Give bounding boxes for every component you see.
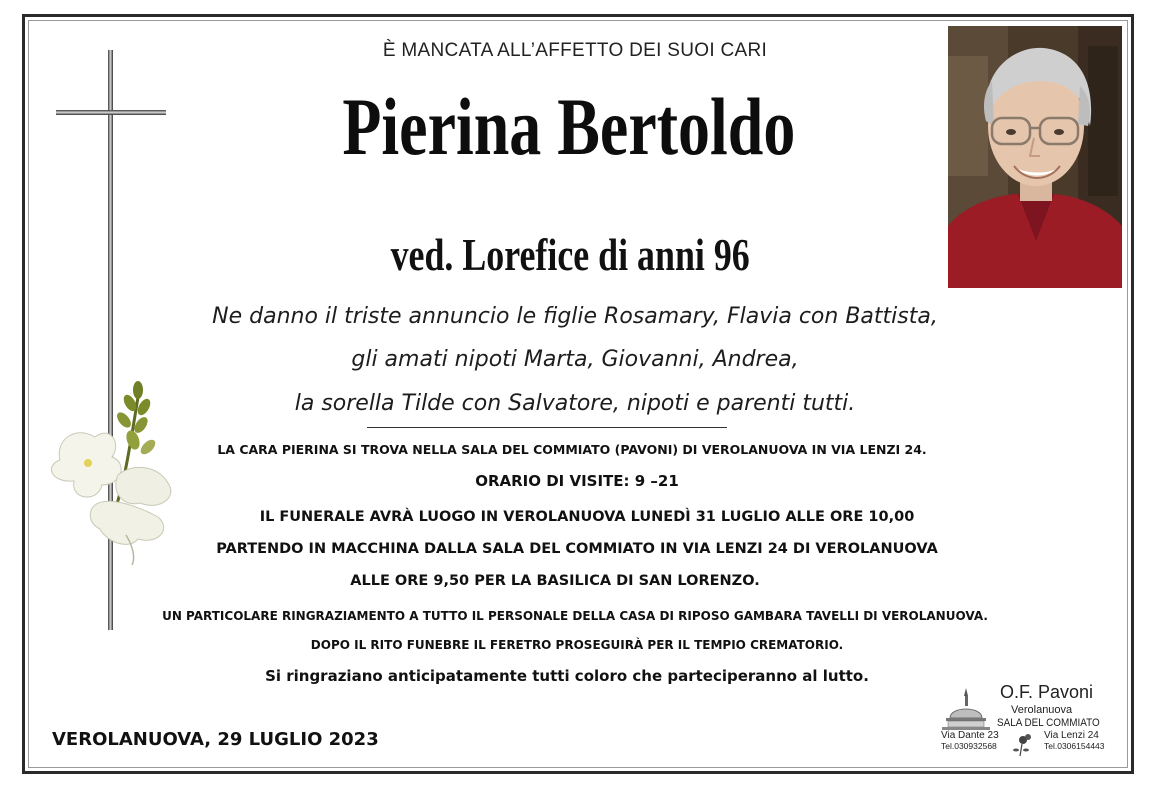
closing-line: Si ringraziano anticipatamente tutti coloro che parteciperanno al lutto. xyxy=(265,667,869,685)
agency-city: Verolanuova xyxy=(1011,704,1073,716)
agency-address-1: Via Dante 23 xyxy=(941,730,999,741)
funeral-line-2: PARTENDO IN MACCHINA DALLA SALA DEL COMMIATO IN VIA LENZI 24 DI VEROLANUOVA xyxy=(216,541,938,557)
divider xyxy=(367,427,727,428)
agency-phone-1: Tel.030932568 xyxy=(941,741,997,751)
funeral-line-3: ALLE ORE 9,50 PER LA BASILICA DI SAN LORENZO. xyxy=(350,573,760,589)
announcement-line-1: Ne danno il triste annuncio le figlie Rosamary, Flavia con Battista, xyxy=(212,304,938,329)
deceased-name: Pierina Bertoldo xyxy=(342,81,796,172)
location-line: LA CARA PIERINA SI TROVA NELLA SALA DEL COMMIATO (PAVONI) DI VEROLANUOVA IN VIA LENZI 24. xyxy=(217,442,927,457)
basilica-icon xyxy=(942,688,990,730)
notice-date: VEROLANUOVA, 29 LUGLIO 2023 xyxy=(52,729,379,750)
deceased-subtitle: ved. Lorefice di anni 96 xyxy=(390,229,750,280)
cremation-line: DOPO IL RITO FUNEBRE IL FERETRO PROSEGUIRÀ PER IL TEMPIO CREMATORIO. xyxy=(310,638,844,652)
visiting-hours: ORARIO DI VISITE: 9 –21 xyxy=(475,472,679,490)
funeral-line-1: IL FUNERALE AVRÀ LUOGO IN VEROLANUOVA LUNEDÌ 31 LUGLIO ALLE ORE 10,00 xyxy=(259,509,915,525)
intro-line: È MANCATA ALL’AFFETTO DEI SUOI CARI xyxy=(382,40,768,61)
agency-name: O.F. Pavoni xyxy=(1000,682,1094,702)
rose-icon xyxy=(1013,734,1031,756)
portrait-photo xyxy=(948,26,1122,288)
announcement-line-2: gli amati nipoti Marta, Giovanni, Andrea, xyxy=(351,347,799,372)
agency-address-2: Via Lenzi 24 xyxy=(1044,730,1099,741)
announcement-line-3: la sorella Tilde con Salvatore, nipoti e parenti tutti. xyxy=(294,391,856,416)
agency-phone-2: Tel.0306154443 xyxy=(1044,741,1105,751)
agency-hall: SALA DEL COMMIATO xyxy=(997,717,1100,729)
thanks-staff-line: UN PARTICOLARE RINGRAZIAMENTO A TUTTO IL PERSONALE DELLA CASA DI RIPOSO GAMBARA TAVELLI DI VEROLANUOVA. xyxy=(162,609,988,623)
